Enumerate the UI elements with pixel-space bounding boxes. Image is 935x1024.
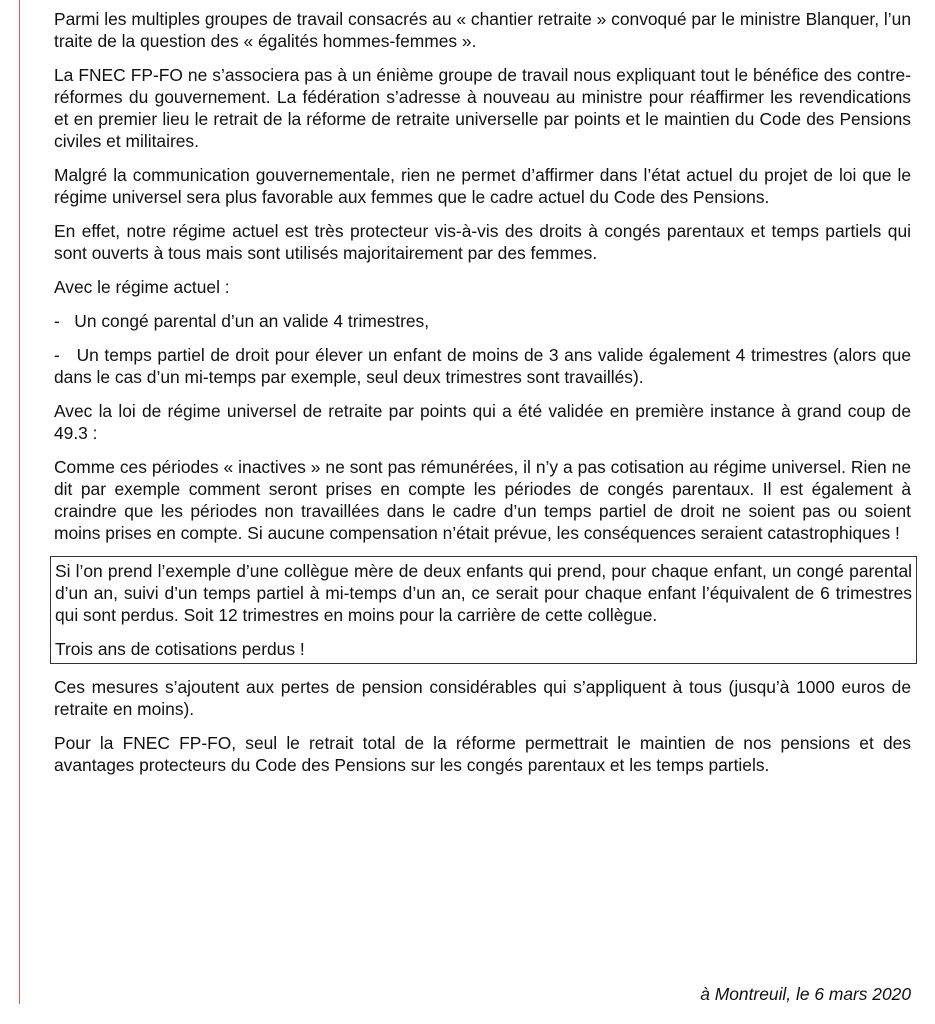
paragraph-current-regime: En effet, notre régime actuel est très protecteur vis-à-vis des droits à congés parentaux et temps partiels qui sont ouverts à tous mais sont utilisés majoritairement par des femmes.: [54, 221, 911, 263]
list-item-parental-leave: - Un congé parental d’un an valide 4 trimestres,: [54, 311, 430, 331]
paragraph-intro: Parmi les multiples groupes de travail consacrés au « chantier retraite » convoqué par le ministre Blanquer, l’un traite de la question des « égalités hommes-femmes ».: [54, 9, 911, 51]
list-item-part-time: - Un temps partiel de droit pour élever un enfant de moins de 3 ans valide également 4 trimestres (alors que dans le cas d’un mi-temps par exemple, seul deux trimestres sont travaillés).: [54, 345, 916, 387]
signature-place-date: à Montreuil, le 6 mars 2020: [700, 984, 911, 1004]
paragraph-conclusion: Pour la FNEC FP-FO, seul le retrait total de la réforme permettrait le maintien de nos pensions et des avantages protecteurs du Code des Pensions sur les congés parentaux et les temps partiels.: [54, 733, 911, 775]
paragraph-communication: Malgré la communication gouvernementale, rien ne permet d’affirmer dans l’état actuel du projet de loi que le régime universel sera plus favorable aux femmes que le cadre actuel du Code des Pensions.: [54, 165, 911, 207]
margin-line: [19, 0, 20, 1004]
paragraph-fnec-position: La FNEC FP-FO ne s’associera pas à un énième groupe de travail nous expliquant tout le bénéfice des contre-réformes du gouvernement. La fédération s’adresse à nouveau au ministre pour réaffirmer les revendications et en premier lieu le retrait de la réforme de retraite universelle par points et le maintien du Code des Pensions civiles et militaires.: [54, 65, 911, 151]
example-text: Si l’on prend l’exemple d’une collègue mère de deux enfants qui prend, pour chaque enfant, un congé parental d’un an, suivi d’un temps partiel à mi-temps d’un an, ce serait pour chaque enfant l’équivalent de 6 trimestres qui sont perdus. Soit 12 trimestres en moins pour la carrière de cette collègue.: [55, 561, 912, 625]
example-conclusion: Trois ans de cotisations perdus !: [55, 639, 305, 659]
paragraph-universal-law: Avec la loi de régime universel de retraite par points qui a été validée en première instance à grand coup de 49.3 :: [54, 401, 911, 443]
document-body: [54, 8, 916, 788]
paragraph-pension-losses: Ces mesures s’ajoutent aux pertes de pension considérables qui s’appliquent à tous (jusqu’à 1000 euros de retraite en moins).: [54, 677, 911, 719]
paragraph-consequences: Comme ces périodes « inactives » ne sont pas rémunérées, il n’y a pas cotisation au régime universel. Rien ne dit par exemple comment seront prises en compte les périodes de congés parentaux. Il est également à craindre que les périodes non travaillées dans le cadre d’un temps partiel de droit ne soient pas ou soient moins prises en compte. Si aucune compensation n’était prévue, les conséquences seraient catastrophiques !: [54, 457, 911, 543]
example-box: [50, 556, 917, 664]
paragraph-with-current-regime: Avec le régime actuel :: [54, 277, 230, 297]
